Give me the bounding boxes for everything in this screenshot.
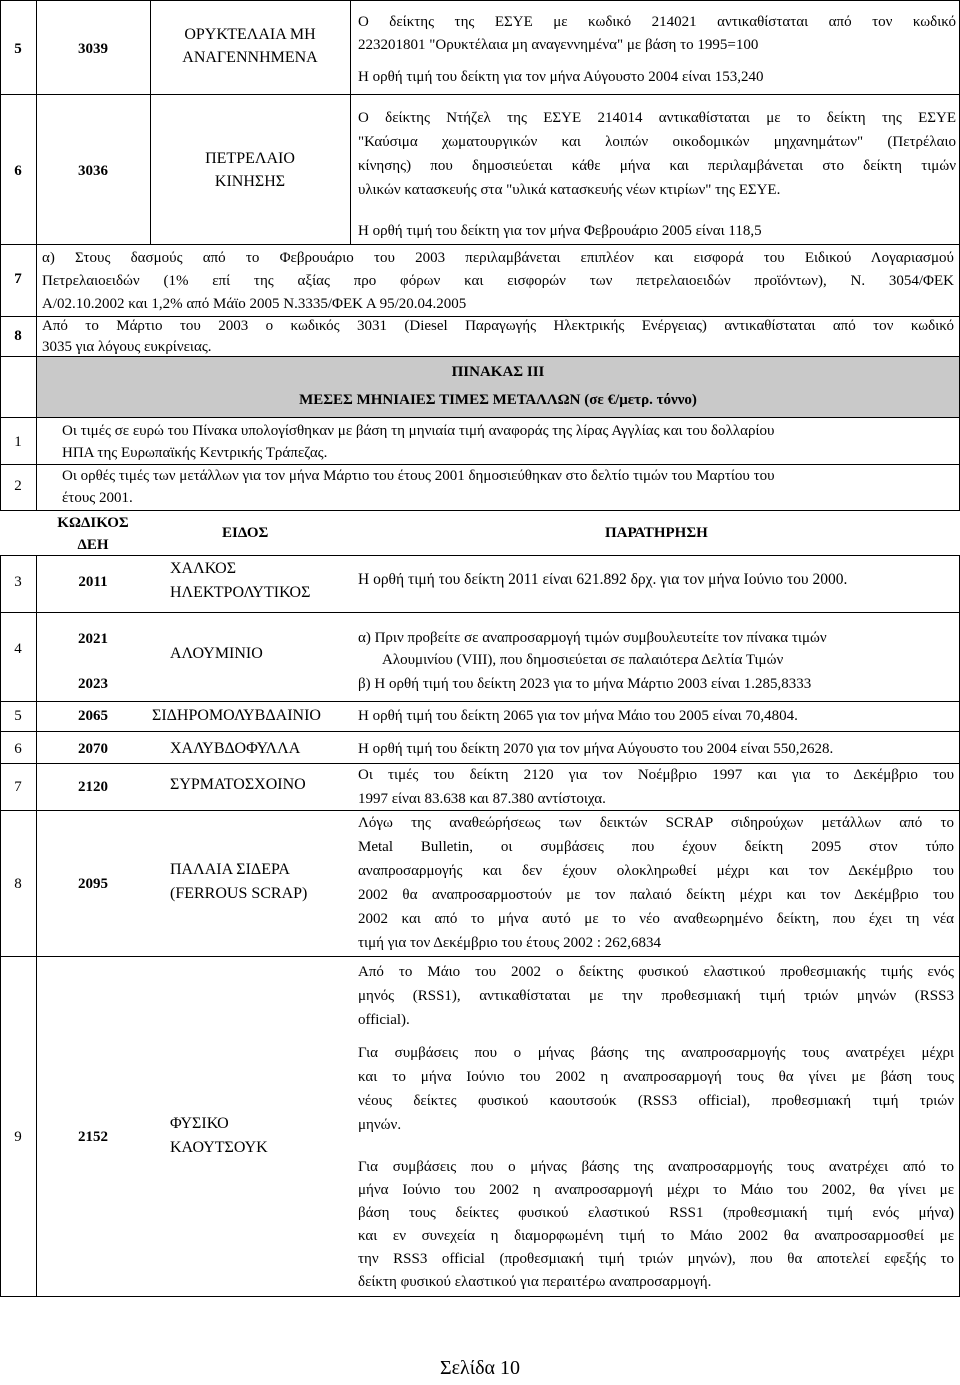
row-note: α) Στους δασμούς από το Φεβρουάριο του 2003 περιλαμβάνεται επιπλέον και εισφορά του Ειδικού Λογαριασμού xyxy=(42,250,954,266)
row-remark: αναπροσαρμογής και δεν έχουν ολοκληρωθεί μέχρι και τον Δεκέμβριο του xyxy=(358,863,954,879)
row-number: 9 xyxy=(14,1129,22,1145)
header-remark: ΠΑΡΑΤΗΡΗΣΗ xyxy=(605,525,708,541)
row-kind: ΧΑΛΥΒΔΟΦΥΛΛΑ xyxy=(170,740,301,757)
row-remark: μήνα Ιούνιο του 2002 η αναπροσαρμογή μέχρι το Μάιο του 2002, θα γίνει με xyxy=(358,1182,954,1198)
row-note: Από το Μάρτιο του 2003 ο κωδικός 3031 (Diesel Παραγωγής Ηλεκτρικής Ενέργειας) αντικαθίσταται από τον κωδικό xyxy=(42,318,954,334)
row-remark: Από το Μάιο του 2002 ο δείκτης φυσικού ελαστικού προθεσμιακής τιμής ενός xyxy=(358,964,954,980)
row-note: 3035 για λόγους ευκρίνειας. xyxy=(42,339,212,355)
note-text: Οι τιμές σε ευρώ του Πίνακα υπολογίσθηκαν με βάση τη μηνιαία τιμή αναφοράς της λίρας Αγγλίας και του δολλαρίου xyxy=(62,423,775,439)
row-number: 6 xyxy=(14,741,22,757)
note-number: 2 xyxy=(14,478,22,494)
row-remark: α) Πριν προβείτε σε αναπροσαρμογή τιμών συμβουλευτείτε τον πίνακα τιμών xyxy=(358,630,827,646)
header-code: ΔΕΗ xyxy=(77,537,109,553)
row-name: ΑΝΑΓΕΝΝΗΜΕΝΑ xyxy=(182,49,318,66)
row-remark: Αλουμινίου (VIII), που δημοσιεύεται σε παλαιότερα Δελτία Τιμών xyxy=(382,652,784,668)
note-text: ΗΠΑ της Ευρωπαϊκής Κεντρικής Τράπεζας. xyxy=(62,445,328,461)
row-remark: νέους δείκτες φυσικού καουτσούκ (RSS3 official), προθεσμιακή τιμή τριών xyxy=(358,1093,954,1109)
row-remark: 2002 και από το μήνα αυτό με το νέο αναθεωρημένο δείκτη, που έχει τη νέα xyxy=(358,911,954,927)
row-number: 3 xyxy=(14,574,22,590)
row-code: 3036 xyxy=(78,163,108,179)
row-kind: ΣΙΔΗΡΟΜΟΛΥΒΔΑΙΝΙΟ xyxy=(152,707,321,724)
row-remark: και εν συνεχεία η διαμορφωμένη τιμή το Μάιο 2002 θα αναπροσαρμοσθεί με xyxy=(358,1228,954,1244)
row-name: ΟΡΥΚΤΕΛΑΙΑ ΜΗ xyxy=(184,26,316,43)
row-code: 2011 xyxy=(78,574,108,590)
row-code: 2070 xyxy=(78,741,108,757)
row-remark: την RSS3 official (προθεσμιακή τιμή τριών μηνών), που θα αποτελεί εφεξής το xyxy=(358,1251,954,1267)
row-remark: βάση τους δείκτες φυσικού ελαστικού RSS1 (προθεσμιακή τιμή ενός μήνα) xyxy=(358,1205,954,1221)
row-note: Α/02.10.2002 και 1,2% από Μάϊο 2005 Ν.3335/ΦΕΚ Α 95/20.04.2005 xyxy=(42,296,467,312)
row-remark: δείκτη φυσικού ελαστικού για περαιτέρω αναπροσαρμογή. xyxy=(358,1274,712,1290)
row-name: ΚΙΝΗΣΗΣ xyxy=(214,173,286,190)
row-remark: και το μήνα Ιούνιο του 2002 η αναπροσαρμογή τους θα γίνει με βάση τους xyxy=(358,1069,954,1085)
note-text: Οι ορθές τιμές των μετάλλων για τον μήνα Μάρτιο του έτους 2001 δημοσιεύθηκαν στο δελτίο τιμών του Μαρτίου του xyxy=(62,468,775,484)
row-note: Η ορθή τιμή του δείκτη για τον μήνα Αύγουστο 2004 είναι 153,240 xyxy=(358,69,764,85)
row-kind: ΗΛΕΚΤΡΟΛΥΤΙΚΟΣ xyxy=(170,584,311,601)
row-code: 3039 xyxy=(78,41,108,57)
header-code: ΚΩΔΙΚΟΣ xyxy=(57,515,129,531)
row-code: 2120 xyxy=(78,779,108,795)
row-code: 2095 xyxy=(78,876,108,892)
row-kind: ΠΑΛΑΙΑ ΣΙΔΕΡΑ xyxy=(170,861,290,878)
row-kind: ΚΑΟΥΤΣΟΥΚ xyxy=(170,1139,268,1156)
row-number: 6 xyxy=(14,163,22,179)
row-number: 5 xyxy=(14,41,22,57)
row-remark: β) Η ορθή τιμή του δείκτη 2023 για το μήνα Μάρτιο 2003 είναι 1.285,8333 xyxy=(358,676,812,692)
row-note: Πετρελαιοειδών (1% επί της αξίας προ φόρων και εισφορών των πετρελαιοειδών προϊόντων), Ν. 3054/ΦΕΚ xyxy=(42,273,954,289)
row-remark: τιμή για τον Δεκέμβριο του έτους 2002 : 262,6834 xyxy=(358,935,662,951)
row-remark: Οι τιμές του δείκτη 2120 για τον Νοέμβριο 1997 και για το Δεκέμβριο του xyxy=(358,767,954,783)
row-kind: (FERROUS SCRAP) xyxy=(170,885,308,902)
row-note: κίνησης) που δημοσιεύεται κάθε μήνα και περιλαμβάνεται στο δείκτη τιμών xyxy=(358,158,956,174)
row-code: 2021 xyxy=(78,631,108,647)
row-remark: 1997 είναι 83.638 και 87.380 αντίστοιχα. xyxy=(358,791,606,807)
row-number: 7 xyxy=(14,779,22,795)
row-remark: Η ορθή τιμή του δείκτη 2011 είναι 621.892 δρχ. για τον μήνα Ιούνιο του 2000. xyxy=(358,571,848,588)
row-remark: Metal Bulletin, οι συμβάσεις που έχουν δείκτη 2095 στον τύπο xyxy=(358,839,954,855)
row-note: "Καύσιμα χωματουργικών και λοιπών οικοδομικών μηχανημάτων" (Πετρέλαιο xyxy=(358,134,956,150)
row-kind: ΣΥΡΜΑΤΟΣΧΟΙΝΟ xyxy=(170,776,306,793)
row-kind: ΧΑΛΚΟΣ xyxy=(170,560,237,577)
header-kind: ΕΙΔΟΣ xyxy=(222,525,269,541)
row-number: 8 xyxy=(14,876,22,892)
note-text: έτους 2001. xyxy=(62,490,133,506)
row-note: Η ορθή τιμή του δείκτη για τον μήνα Φεβρουάριο 2005 είναι 118,5 xyxy=(358,223,762,239)
row-name: ΠΕΤΡΕΛΑΙΟ xyxy=(205,150,295,167)
row-remark: official). xyxy=(358,1012,410,1028)
row-kind: ΦΥΣΙΚΟ xyxy=(170,1115,229,1132)
row-remark: Η ορθή τιμή του δείκτη 2065 για τον μήνα Μάιο του 2005 είναι 70,4804. xyxy=(358,708,798,724)
note-number: 1 xyxy=(14,434,22,450)
row-number: 8 xyxy=(14,328,22,344)
row-remark: 2002 θα αναπροσαρμοστούν με τον παλαιό δείκτη μέχρι και τον Δεκέμβριο του xyxy=(358,887,954,903)
row-number: 4 xyxy=(14,641,22,657)
table-title: ΠΙΝΑΚΑΣ ΙΙΙ xyxy=(451,364,545,380)
row-code: 2152 xyxy=(78,1129,108,1145)
row-remark: Για συμβάσεις που ο μήνας βάσης της αναπροσαρμογής τους ανατρέχει από το xyxy=(358,1159,954,1175)
row-remark: Η ορθή τιμή του δείκτη 2070 για τον μήνα Αύγουστο του 2004 είναι 550,2628. xyxy=(358,741,834,757)
row-note: υλικών κατασκευής στα "υλικά κατασκευής νέων κτιρίων" της ΕΣΥΕ. xyxy=(358,182,781,198)
row-remark: Για συμβάσεις που ο μήνας βάσης της αναπροσαρμογής τους ανατρέχει μέχρι xyxy=(358,1045,954,1061)
row-number: 7 xyxy=(14,271,22,287)
row-code: 2023 xyxy=(78,676,108,692)
row-code: 2065 xyxy=(78,708,108,724)
row-remark: Λόγω της αναθεώρήσεως των δεικτών SCRAP σιδηρούχων μετάλλων από το xyxy=(358,815,954,831)
row-number: 5 xyxy=(14,708,22,724)
row-kind: ΑΛΟΥΜΙΝΙΟ xyxy=(170,645,263,662)
row-remark: μηνών. xyxy=(358,1117,402,1133)
row-note: Ο δείκτης Ντήζελ της ΕΣΥΕ 214014 αντικαθίσταται με το δείκτη της ΕΣΥΕ xyxy=(358,110,956,126)
page-number: Σελίδα 10 xyxy=(439,1357,521,1379)
table-subtitle: ΜΕΣΕΣ ΜΗΝΙΑΙΕΣ ΤΙΜΕΣ ΜΕΤΑΛΛΩΝ (σε €/μετρ. τόννο) xyxy=(299,392,697,408)
row-remark: μηνός (RSS1), αντικαθίσταται με την προθεσμιακή τιμή τριών μηνών (RSS3 xyxy=(358,988,954,1004)
row-note: Ο δείκτης της ΕΣΥΕ με κωδικό 214021 αντικαθίσταται από τον κωδικό xyxy=(358,14,956,30)
row-note: 223201801 "Ορυκτέλαια μη αναγεννημένα" με βάση το 1995=100 xyxy=(358,37,759,53)
